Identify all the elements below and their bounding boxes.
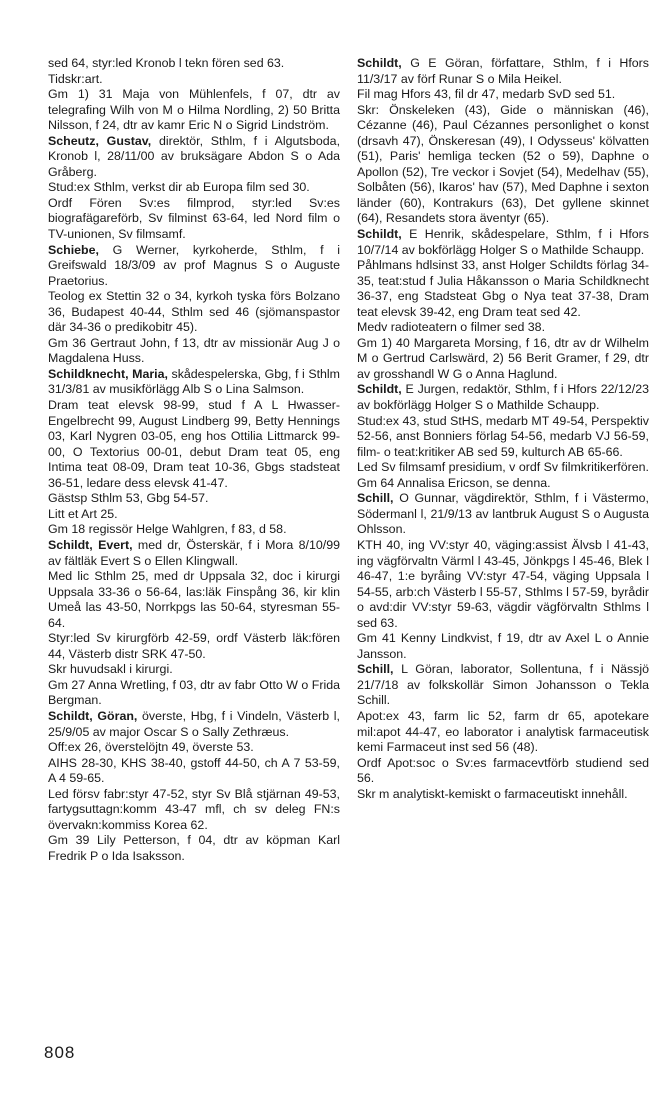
entry-paragraph [48, 134, 340, 181]
entry-headword: Schiebe, [48, 242, 99, 257]
entry-paragraph [48, 491, 340, 507]
entry-text: KTH 40, ing VV:styr 40, väging:assist Älvsb l 41-43, ing vägförvaltn Värml l 43-45, Jönkpgs l 45-46, Blek l 46-47, 1:e byråing VV:styr 47-54, väging Uppsala l 54-55, arb:ch Västerb l 55-57, Sthlms l 57-59, byrådir o avd:dir VV:styr 59-63, vägdir vägförvaltn Sthlms l sed 63. [357, 537, 649, 630]
entry-paragraph [357, 258, 649, 320]
entry-text: Stud:ex Sthlm, verkst dir ab Europa film sed 30. [48, 180, 310, 195]
entry-paragraph [48, 522, 340, 538]
entry-paragraph [48, 243, 340, 290]
entry-headword: Schildt, [357, 382, 402, 397]
entry-paragraph [48, 631, 340, 662]
entry-paragraph [48, 336, 340, 367]
page-number: 808 [44, 1043, 76, 1062]
entry-headword: Scheutz, Gustav, [48, 133, 152, 148]
entry-text: Apot:ex 43, farm lic 52, farm dr 65, apotekare mil:apot 44-47, eo laborator i analytisk farmaceutisk kemi Farmaceut inst sed 56 (48). [357, 708, 649, 755]
entry-text: överste, Hbg, f i Vindeln, Västerb l, 25/9/05 av major Oscar S o Sally Zethræus. [48, 708, 340, 739]
entry-text: Gm 41 Kenny Lindkvist, f 19, dtr av Axel L o Annie Jansson. [357, 631, 649, 661]
entry-text: Off:ex 26, överstelöjtn 49, överste 53. [48, 740, 254, 755]
entry-paragraph [48, 56, 340, 72]
entry-paragraph [357, 56, 649, 87]
left-column [48, 56, 340, 864]
entry-text: Tidskr:art. [48, 71, 103, 86]
entry-text: Påhlmans hdlsinst 33, anst Holger Schildts förlag 34-35, teat:stud f Julia Håkansson o Maria Schildknecht 36-37, eng Stadsteat Gbg o Nya teat 37-38, Dram teat elevsk 39-42, eng Dram teat sed 42. [357, 258, 649, 319]
entry-text: Gästsp Sthlm 53, Gbg 54-57. [48, 491, 209, 506]
entry-paragraph [357, 631, 649, 662]
entry-paragraph [357, 460, 649, 476]
entry-headword: Schill, [357, 662, 394, 677]
entry-paragraph [48, 398, 340, 491]
entry-text: Teolog ex Stettin 32 o 34, kyrkoh tyska förs Bolzano 36, Budapest 40-44, Sthlm sed 46 (sjömanspastor där 34-36 o predikobitr 45). [48, 289, 340, 335]
entry-paragraph [357, 103, 649, 227]
entry-text: G Werner, kyrkoherde, Sthlm, f i Greifswald 18/3/09 av prof Magnus S o Auguste Praetorius. [48, 242, 340, 288]
entry-paragraph [357, 414, 649, 461]
entry-text: skådespelerska, Gbg, f i Sthlm 31/3/81 av musikförlägg Alb S o Lina Salmson. [48, 366, 341, 397]
entry-text: Gm 39 Lily Petterson, f 04, dtr av köpman Karl Fredrik P o Ida Isaksson. [48, 833, 340, 863]
entry-text: Ordf Fören Sv:es filmprod, styr:led Sv:es biografägareförb, Sv filminst 63-64, led Nord film o TV-unionen, Sv filmsamf. [48, 195, 340, 242]
entry-paragraph [48, 87, 340, 134]
entry-paragraph [48, 180, 340, 196]
entry-headword: Schildt, Göran, [48, 708, 138, 723]
entry-text: Gm 64 Annalisa Ericson, se denna. [357, 475, 551, 490]
entry-text: G E Göran, författare, Sthlm, f i Hfors 11/3/17 av förf Runar S o Mila Heikel. [357, 56, 649, 86]
entry-paragraph [48, 833, 340, 864]
entry-paragraph [357, 787, 649, 803]
entry-paragraph [357, 538, 649, 631]
entry-headword: Schildknecht, Maria, [48, 366, 168, 381]
entry-paragraph [357, 382, 649, 413]
entry-text: O Gunnar, vägdirektör, Sthlm, f i Västermo, Södermanl l, 21/9/13 av lantbruk August S o Augusta Ohlsson. [357, 491, 649, 537]
entry-text: E Jurgen, redaktör, Sthlm, f i Hfors 22/12/23 av bokförlägg Holger S o Mathilde Schaupp. [357, 382, 649, 413]
entry-text: Led Sv filmsamf presidium, v ordf Sv filmkritikerfören. [357, 460, 649, 475]
entry-paragraph [357, 336, 649, 383]
entry-text: Stud:ex 43, stud StHS, medarb MT 49-54, Perspektiv 52-56, anst Bonniers förlag 54-56, medarb VJ 56-59, film- o teat:kritiker AB sed 59, kulturch AB 65-66. [357, 413, 649, 459]
entry-text: Gm 1) 31 Maja von Mühlenfels, f 07, dtr av telegrafing Wilh von M o Hilma Nordling, 2) 50 Britta Nilsson, f 24, dtr av kamr Eric N o Sigrid Lindström. [48, 87, 340, 133]
entry-text: Styr:led Sv kirurgförb 42-59, ordf Västerb läk:fören 44, Västerb distr SRK 47-50. [48, 631, 340, 661]
entry-text: Gm 27 Anna Wretling, f 03, dtr av fabr Otto W o Frida Bergman. [48, 677, 340, 708]
entry-paragraph [48, 787, 340, 834]
entry-text: Skr huvudsakl i kirurgi. [48, 662, 173, 677]
entry-paragraph [357, 491, 649, 538]
entry-text: Skr m analytiskt-kemiskt o farmaceutiskt innehåll. [357, 786, 628, 801]
entry-paragraph [48, 507, 340, 523]
entry-text: Litt et Art 25. [48, 506, 118, 521]
entry-headword: Schildt, [357, 227, 402, 242]
entry-paragraph [48, 196, 340, 243]
entry-paragraph [48, 538, 340, 569]
entry-headword: Schill, [357, 491, 394, 506]
entry-headword: Schildt, Evert, [48, 537, 133, 552]
entry-paragraph [48, 709, 340, 740]
entry-paragraph [48, 678, 340, 709]
entry-text: Med lic Sthlm 25, med dr Uppsala 32, doc i kirurgi Uppsala 33-36 o 56-64, las:läk Finspång 36, kir klin Umeå las 43-50, Norrkpgs las 50-64, styresman 55-64. [48, 569, 340, 630]
entry-paragraph [48, 289, 340, 336]
entry-text: E Henrik, skådespelare, Sthlm, f i Hfors 10/7/14 av bokförlägg Holger S o Mathilde Schaupp. [357, 227, 649, 257]
entry-text: Medv radioteatern o filmer sed 38. [357, 320, 546, 335]
entry-text: Led försv fabr:styr 47-52, styr Sv Blå stjärnan 49-53, fartygsuttagn:komm 43-47 mfl, ch sv deleg FN:s övervakn:kommiss Korea 62. [48, 786, 340, 832]
entry-paragraph [48, 740, 340, 756]
entry-paragraph [357, 87, 649, 103]
entry-paragraph [48, 569, 340, 631]
entry-text: Gm 18 regissör Helge Wahlgren, f 83, d 58. [48, 522, 287, 537]
entry-paragraph [357, 709, 649, 756]
entry-text: med dr, Österskär, f i Mora 8/10/99 av fältläk Evert S o Ellen Klingwall. [48, 537, 340, 568]
entry-text: Fil mag Hfors 43, fil dr 47, medarb SvD sed 51. [357, 87, 616, 102]
entry-paragraph [357, 662, 649, 709]
entry-paragraph [357, 476, 649, 492]
entry-text: L Göran, laborator, Sollentuna, f i Nässjö 21/7/18 av folkskollär Simon Johansson o Tekla Schill. [357, 662, 649, 708]
entry-text: Skr: Önskeleken (43), Gide o människan (46), Cézanne (46), Paul Cézannes personlighet o konst (drsavh 47), Önskeresan (49), I Odysseus' kölvatten (51), Paris' hemliga tecken (52 o 59), Daphne o Apollon (52), Tre veckor i Sovjet (54), Medelhav (55), Solbåten (56), Ikaros' hav (57), Med Daphne i sexton länder (60), Kontrakurs (63), Det gyllene skinnet (64), Resandets stora äventyr (65). [357, 102, 649, 226]
entry-paragraph [357, 227, 649, 258]
right-column [357, 56, 649, 802]
entry-paragraph [48, 662, 340, 678]
entry-paragraph [48, 367, 340, 398]
entry-text: Gm 1) 40 Margareta Morsing, f 16, dtr av dr Wilhelm M o Gertrud Carlswärd, 2) 56 Berit Gramer, f 29, dtr av grosshandl W G o Anna Haglund. [357, 335, 649, 381]
entry-text: direktör, Sthlm, f i Algutsboda, Kronob l, 28/11/00 av bruksägare Abdon S o Ada Gråberg. [48, 133, 341, 179]
entry-paragraph [48, 72, 340, 88]
entry-text: Ordf Apot:soc o Sv:es farmacevtförb studiend sed 56. [357, 755, 649, 786]
entry-paragraph [48, 756, 340, 787]
entry-paragraph [357, 756, 649, 787]
entry-headword: Schildt, [357, 56, 402, 70]
entry-text: sed 64, styr:led Kronob l tekn fören sed 63. [48, 56, 285, 70]
entry-paragraph [357, 320, 649, 336]
entry-text: AIHS 28-30, KHS 38-40, gstoff 44-50, ch A 7 53-59, A 4 59-65. [48, 755, 340, 786]
entry-text: Gm 36 Gertraut John, f 13, dtr av missionär Aug J o Magdalena Huss. [48, 335, 340, 366]
entry-text: Dram teat elevsk 98-99, stud f A L Hwasser-Engelbrecht 99, August Lindberg 99, Betty Hennings 03, Karl Nygren 03-05, eng hos Ottilia Littmarck 99-00, O Textorius 00-01, debut Dram teat 05, eng Intima teat 08-09, Dram teat 10-36, Gbgs stadsteat 36-51, ledare dess elevsk 41-47. [48, 398, 340, 490]
